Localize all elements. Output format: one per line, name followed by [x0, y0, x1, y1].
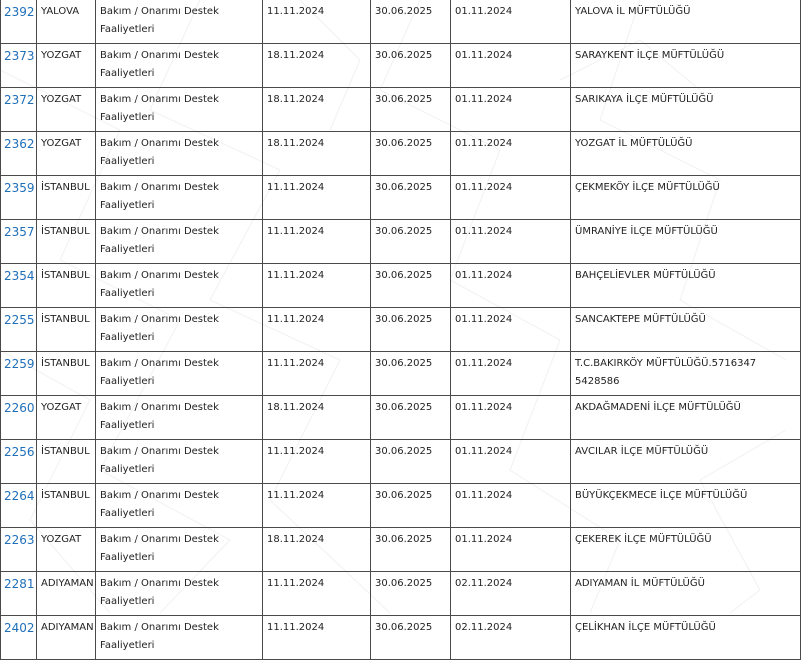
table-row	[1, 264, 801, 308]
issue-date-text: 02.11.2024	[455, 578, 513, 589]
city-text: YOZGAT	[41, 402, 82, 413]
start-date-text: 18.11.2024	[267, 534, 325, 545]
city-cell	[37, 308, 96, 352]
end-date-cell	[371, 352, 451, 396]
end-date-cell	[371, 220, 451, 264]
institution-cell	[571, 572, 801, 616]
record-id-cell	[1, 44, 37, 88]
activity-cell	[96, 176, 263, 220]
start-date-cell	[263, 264, 371, 308]
issue-date-text: 01.11.2024	[455, 94, 513, 105]
table-row	[1, 44, 801, 88]
end-date-cell	[371, 616, 451, 660]
issue-date-cell	[451, 352, 571, 396]
end-date-text: 30.06.2025	[375, 446, 433, 457]
activity-text: Bakım / Onarımı Destek Faaliyetleri	[100, 402, 219, 431]
record-id-link[interactable]: 2260	[4, 401, 35, 415]
record-id-link[interactable]: 2263	[4, 533, 35, 547]
start-date-cell	[263, 88, 371, 132]
start-date-cell	[263, 220, 371, 264]
institution-text: SARIKAYA İLÇE MÜFTÜLÜĞÜ	[575, 94, 714, 105]
end-date-text: 30.06.2025	[375, 226, 433, 237]
end-date-text: 30.06.2025	[375, 578, 433, 589]
activity-text: Bakım / Onarımı Destek Faaliyetleri	[100, 182, 219, 211]
city-cell	[37, 484, 96, 528]
activity-text: Bakım / Onarımı Destek Faaliyetleri	[100, 270, 219, 299]
end-date-text: 30.06.2025	[375, 314, 433, 325]
issue-date-text: 01.11.2024	[455, 226, 513, 237]
institution-cell	[571, 176, 801, 220]
start-date-text: 18.11.2024	[267, 94, 325, 105]
issue-date-text: 01.11.2024	[455, 270, 513, 281]
institution-cell	[571, 220, 801, 264]
table-row	[1, 352, 801, 396]
table-row	[1, 0, 801, 44]
issue-date-cell	[451, 396, 571, 440]
record-id-link[interactable]: 2357	[4, 225, 35, 239]
city-text: İSTANBUL	[41, 226, 90, 237]
end-date-cell	[371, 528, 451, 572]
activity-text: Bakım / Onarımı Destek Faaliyetleri	[100, 138, 219, 167]
start-date-text: 11.11.2024	[267, 182, 325, 193]
start-date-text: 18.11.2024	[267, 402, 325, 413]
activity-text: Bakım / Onarımı Destek Faaliyetleri	[100, 226, 219, 255]
city-cell	[37, 176, 96, 220]
record-id-link[interactable]: 2259	[4, 357, 35, 371]
end-date-text: 30.06.2025	[375, 402, 433, 413]
activity-cell	[96, 484, 263, 528]
city-text: YOZGAT	[41, 50, 82, 61]
city-text: İSTANBUL	[41, 490, 90, 501]
issue-date-text: 01.11.2024	[455, 138, 513, 149]
end-date-cell	[371, 308, 451, 352]
start-date-cell	[263, 44, 371, 88]
start-date-cell	[263, 352, 371, 396]
issue-date-text: 01.11.2024	[455, 50, 513, 61]
start-date-cell	[263, 484, 371, 528]
end-date-cell	[371, 0, 451, 44]
activity-text: Bakım / Onarımı Destek Faaliyetleri	[100, 358, 219, 387]
issue-date-text: 01.11.2024	[455, 534, 513, 545]
institution-text: ÇELİKHAN İLÇE MÜFTÜLÜĞÜ	[575, 622, 716, 633]
table-row	[1, 528, 801, 572]
institution-cell	[571, 0, 801, 44]
end-date-cell	[371, 264, 451, 308]
institution-text: YALOVA İL MÜFTÜLÜĞÜ	[575, 6, 691, 17]
start-date-text: 11.11.2024	[267, 446, 325, 457]
record-id-cell	[1, 264, 37, 308]
record-id-link[interactable]: 2392	[4, 5, 35, 19]
start-date-cell	[263, 616, 371, 660]
end-date-cell	[371, 132, 451, 176]
end-date-cell	[371, 484, 451, 528]
city-text: İSTANBUL	[41, 446, 90, 457]
table-row	[1, 484, 801, 528]
issue-date-cell	[451, 616, 571, 660]
issue-date-text: 02.11.2024	[455, 622, 513, 633]
city-cell	[37, 616, 96, 660]
issue-date-cell	[451, 44, 571, 88]
activity-text: Bakım / Onarımı Destek Faaliyetleri	[100, 622, 219, 651]
institution-cell	[571, 484, 801, 528]
end-date-cell	[371, 44, 451, 88]
institution-cell	[571, 528, 801, 572]
start-date-text: 11.11.2024	[267, 490, 325, 501]
city-text: İSTANBUL	[41, 358, 90, 369]
record-id-link[interactable]: 2264	[4, 489, 35, 503]
activity-cell	[96, 616, 263, 660]
institution-cell	[571, 88, 801, 132]
city-cell	[37, 88, 96, 132]
end-date-text: 30.06.2025	[375, 50, 433, 61]
end-date-text: 30.06.2025	[375, 534, 433, 545]
record-id-cell	[1, 484, 37, 528]
city-cell	[37, 572, 96, 616]
activity-text: Bakım / Onarımı Destek Faaliyetleri	[100, 94, 219, 123]
table-row	[1, 132, 801, 176]
city-text: ADIYAMAN	[41, 578, 94, 589]
end-date-cell	[371, 440, 451, 484]
city-cell	[37, 396, 96, 440]
table-row	[1, 396, 801, 440]
institution-text: ÇEKEREK İLÇE MÜFTÜLÜĞÜ	[575, 534, 712, 545]
issue-date-cell	[451, 220, 571, 264]
issue-date-text: 01.11.2024	[455, 490, 513, 501]
table-row	[1, 440, 801, 484]
issue-date-cell	[451, 484, 571, 528]
issue-date-cell	[451, 572, 571, 616]
activity-text: Bakım / Onarımı Destek Faaliyetleri	[100, 6, 219, 35]
issue-date-text: 01.11.2024	[455, 6, 513, 17]
city-text: YOZGAT	[41, 138, 82, 149]
record-id-cell	[1, 308, 37, 352]
record-id-link[interactable]: 2256	[4, 445, 35, 459]
city-text: YOZGAT	[41, 534, 82, 545]
record-id-cell	[1, 396, 37, 440]
activity-cell	[96, 352, 263, 396]
record-id-cell	[1, 572, 37, 616]
record-id-cell	[1, 220, 37, 264]
institution-text: ÇEKMEKÖY İLÇE MÜFTÜLÜĞÜ	[575, 182, 720, 193]
issue-date-text: 01.11.2024	[455, 446, 513, 457]
institution-text: BÜYÜKÇEKMECE İLÇE MÜFTÜLÜĞÜ	[575, 490, 748, 501]
activity-cell	[96, 308, 263, 352]
start-date-text: 11.11.2024	[267, 314, 325, 325]
issue-date-cell	[451, 264, 571, 308]
record-id-link[interactable]: 2372	[4, 93, 35, 107]
record-id-cell	[1, 88, 37, 132]
city-text: İSTANBUL	[41, 270, 90, 281]
record-id-cell	[1, 176, 37, 220]
end-date-cell	[371, 396, 451, 440]
table-row	[1, 616, 801, 660]
record-id-cell	[1, 616, 37, 660]
activity-text: Bakım / Onarımı Destek Faaliyetleri	[100, 490, 219, 519]
city-text: İSTANBUL	[41, 182, 90, 193]
start-date-cell	[263, 0, 371, 44]
end-date-text: 30.06.2025	[375, 270, 433, 281]
city-cell	[37, 220, 96, 264]
activity-cell	[96, 264, 263, 308]
issue-date-text: 01.11.2024	[455, 182, 513, 193]
city-cell	[37, 528, 96, 572]
record-id-link[interactable]: 2402	[4, 621, 35, 635]
institution-text: ADIYAMAN İL MÜFTÜLÜĞÜ	[575, 578, 705, 589]
start-date-cell	[263, 440, 371, 484]
institution-text: ÜMRANİYE İLÇE MÜFTÜLÜĞÜ	[575, 226, 718, 237]
table-row	[1, 572, 801, 616]
start-date-text: 11.11.2024	[267, 578, 325, 589]
institution-text: T.C.BAKIRKÖY MÜFTÜLÜĞÜ.5716347 5428586	[575, 358, 757, 387]
end-date-cell	[371, 88, 451, 132]
start-date-cell	[263, 396, 371, 440]
end-date-text: 30.06.2025	[375, 182, 433, 193]
start-date-text: 11.11.2024	[267, 622, 325, 633]
institution-text: YOZGAT İL MÜFTÜLÜĞÜ	[575, 138, 693, 149]
record-id-link[interactable]: 2362	[4, 137, 35, 151]
record-id-cell	[1, 0, 37, 44]
city-cell	[37, 44, 96, 88]
start-date-text: 11.11.2024	[267, 6, 325, 17]
end-date-text: 30.06.2025	[375, 138, 433, 149]
city-text: İSTANBUL	[41, 314, 90, 325]
end-date-text: 30.06.2025	[375, 358, 433, 369]
end-date-text: 30.06.2025	[375, 94, 433, 105]
record-id-link[interactable]: 2281	[4, 577, 35, 591]
city-text: ADIYAMAN	[41, 622, 94, 633]
city-text: YALOVA	[41, 6, 80, 17]
record-id-cell	[1, 440, 37, 484]
institution-cell	[571, 616, 801, 660]
start-date-text: 18.11.2024	[267, 138, 325, 149]
issue-date-cell	[451, 176, 571, 220]
record-id-cell	[1, 132, 37, 176]
activity-cell	[96, 44, 263, 88]
start-date-text: 11.11.2024	[267, 270, 325, 281]
start-date-cell	[263, 572, 371, 616]
start-date-cell	[263, 132, 371, 176]
record-id-cell	[1, 528, 37, 572]
city-cell	[37, 264, 96, 308]
city-cell	[37, 440, 96, 484]
activity-cell	[96, 88, 263, 132]
record-id-cell	[1, 352, 37, 396]
start-date-cell	[263, 308, 371, 352]
issue-date-cell	[451, 528, 571, 572]
institution-text: SANCAKTEPE MÜFTÜLÜĞÜ	[575, 314, 706, 325]
issue-date-text: 01.11.2024	[455, 314, 513, 325]
record-id-link[interactable]: 2354	[4, 269, 35, 283]
activity-cell	[96, 220, 263, 264]
institution-text: SARAYKENT İLÇE MÜFTÜLÜĞÜ	[575, 50, 725, 61]
institution-cell	[571, 440, 801, 484]
start-date-cell	[263, 528, 371, 572]
city-cell	[37, 132, 96, 176]
table-row	[1, 176, 801, 220]
institution-cell	[571, 396, 801, 440]
start-date-cell	[263, 176, 371, 220]
end-date-text: 30.06.2025	[375, 622, 433, 633]
start-date-text: 11.11.2024	[267, 226, 325, 237]
activity-cell	[96, 132, 263, 176]
activity-cell	[96, 440, 263, 484]
activity-text: Bakım / Onarımı Destek Faaliyetleri	[100, 534, 219, 563]
institution-cell	[571, 132, 801, 176]
start-date-text: 18.11.2024	[267, 50, 325, 61]
activity-text: Bakım / Onarımı Destek Faaliyetleri	[100, 50, 219, 79]
city-text: YOZGAT	[41, 94, 82, 105]
city-cell	[37, 352, 96, 396]
table-row	[1, 88, 801, 132]
activity-cell	[96, 396, 263, 440]
institution-cell	[571, 44, 801, 88]
end-date-text: 30.06.2025	[375, 490, 433, 501]
end-date-cell	[371, 176, 451, 220]
activity-cell	[96, 528, 263, 572]
institution-cell	[571, 308, 801, 352]
end-date-cell	[371, 572, 451, 616]
issue-date-cell	[451, 88, 571, 132]
activity-cell	[96, 572, 263, 616]
institution-text: AVCILAR İLÇE MÜFTÜLÜĞÜ	[575, 446, 709, 457]
table-row	[1, 308, 801, 352]
institution-text: BAHÇELİEVLER MÜFTÜLÜĞÜ	[575, 270, 716, 281]
issue-date-cell	[451, 440, 571, 484]
table-row	[1, 220, 801, 264]
start-date-text: 11.11.2024	[267, 358, 325, 369]
record-id-link[interactable]: 2373	[4, 49, 35, 63]
issue-date-cell	[451, 0, 571, 44]
issue-date-cell	[451, 308, 571, 352]
issue-date-text: 01.11.2024	[455, 358, 513, 369]
record-id-link[interactable]: 2359	[4, 181, 35, 195]
issue-date-cell	[451, 132, 571, 176]
institution-text: AKDAĞMADENİ İLÇE MÜFTÜLÜĞÜ	[575, 402, 741, 413]
issue-date-text: 01.11.2024	[455, 402, 513, 413]
institution-cell	[571, 352, 801, 396]
city-cell	[37, 0, 96, 44]
activity-cell	[96, 0, 263, 44]
activity-text: Bakım / Onarımı Destek Faaliyetleri	[100, 578, 219, 607]
institution-cell	[571, 264, 801, 308]
activity-text: Bakım / Onarımı Destek Faaliyetleri	[100, 446, 219, 475]
record-id-link[interactable]: 2255	[4, 313, 35, 327]
end-date-text: 30.06.2025	[375, 6, 433, 17]
activity-text: Bakım / Onarımı Destek Faaliyetleri	[100, 314, 219, 343]
